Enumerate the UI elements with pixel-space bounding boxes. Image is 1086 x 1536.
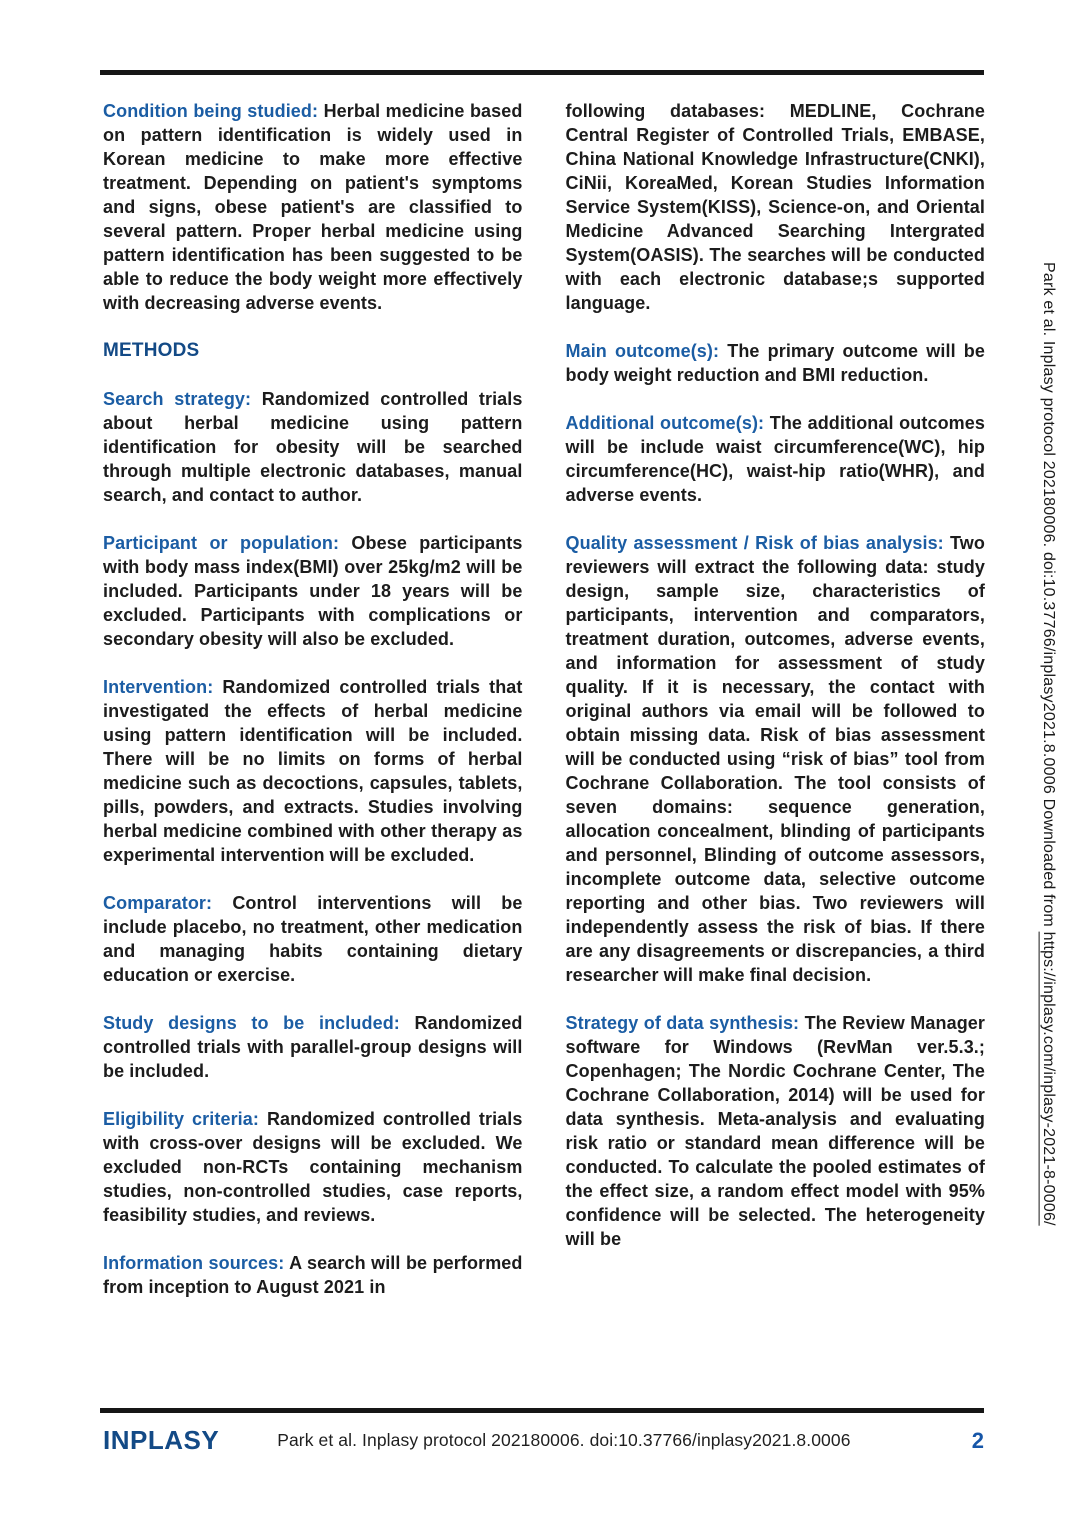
- section-text: The additional outcomes will be include waist circumference(WC), hip circumference(HC), waist-hip ratio(WHR), and adverse events.: [565, 413, 985, 505]
- section-text: Randomized controlled trials with parallel-group designs will be included.: [103, 1013, 523, 1081]
- section-label: Comparator:: [103, 893, 213, 913]
- paragraph-quality-assessment: [566, 531, 986, 987]
- header-rule: [100, 70, 984, 75]
- paragraph-information-sources: [103, 1251, 523, 1299]
- paragraph-additional-outcome: [566, 411, 986, 507]
- right-column: [566, 99, 986, 1323]
- section-label: Condition being studied:: [103, 101, 319, 121]
- section-text: Herbal medicine based on pattern identification is widely used in Korean medicine to make more effective treatment. Depending on patient's symptoms and signs, obese patient's are classified to several pattern. Proper herbal medicine using pattern identification has been suggested to be able to reduce the body weight more effectively with decreasing adverse events.: [103, 101, 523, 313]
- inplasy-logo: INPLASY: [103, 1425, 220, 1455]
- section-text: A search will be performed from inception to August 2021 in: [103, 1253, 523, 1297]
- margin-citation-link[interactable]: https://inplasy.com/inplasy-2021-8-0006/: [1040, 931, 1057, 1226]
- two-column-body: [103, 99, 985, 1323]
- section-label: Strategy of data synthesis:: [565, 1013, 800, 1033]
- section-text: Randomized controlled trials with cross-over designs will be excluded. We excluded non-RCTs containing mechanism studies, non-controlled studies, case reports, feasibility studies, and reviews.: [103, 1109, 523, 1225]
- footer: [103, 1425, 984, 1456]
- margin-citation-vertical: [1040, 262, 1056, 1402]
- paragraph-information-sources-continued: [566, 99, 986, 315]
- footer-rule: [100, 1408, 984, 1413]
- section-label: Participant or population:: [103, 533, 340, 553]
- section-text: The Review Manager software for Windows (RevMan ver.5.3.; Copenhagen; The Nordic Cochrane Center, The Cochrane Collaboration, 2014) will be used for data synthesis. Meta-analysis and evaluating risk ratio or standard mean difference will be conducted. To calculate the pooled estimates of the effect size, a random effect model with 95% confidence will be selected. The heterogeneity will be: [565, 1013, 986, 1249]
- section-text: Obese participants with body mass index(BMI) over 25kg/m2 will be included. Participants under 18 years will be excluded. Participants with complications or secondary obesity will also be excluded.: [103, 533, 523, 649]
- left-column: [103, 99, 523, 1323]
- paragraph-main-outcome: [566, 339, 986, 387]
- section-label: Study designs to be included:: [103, 1013, 400, 1033]
- paragraph-condition-being-studied: [103, 99, 523, 315]
- section-text: Randomized controlled trials about herbal medicine using pattern identification for obesity will be searched through multiple electronic databases, manual search, and contact to author.: [103, 389, 523, 505]
- section-text: The primary outcome will be body weight reduction and BMI reduction.: [565, 341, 985, 385]
- page-number: 2: [971, 1427, 984, 1453]
- section-label: Information sources:: [103, 1253, 285, 1273]
- section-label: Eligibility criteria:: [103, 1109, 259, 1129]
- section-label: Search strategy:: [103, 389, 252, 409]
- section-text: Control interventions will be include placebo, no treatment, other medication and managing habits containing dietary education or exercise.: [103, 893, 523, 985]
- section-text: following databases: MEDLINE, Cochrane Central Register of Controlled Trials, EMBASE, China National Knowledge Infrastructure(CNKI), CiNii, KoreaMed, Korean Studies Information Service System(KISS), Science-on, and Oriental Medicine Advanced Searching Intergrated System(OASIS). The searches will be conducted with each electronic database;s supported language.: [565, 101, 985, 313]
- paragraph-eligibility-criteria: [103, 1107, 523, 1227]
- margin-citation-text: Park et al. Inplasy protocol 202180006. doi:10.37766/inplasy2021.8.0006 Downloaded from: [1040, 262, 1057, 932]
- paragraph-intervention: [103, 675, 523, 867]
- methods-heading: METHODS: [103, 340, 200, 361]
- section-label: Quality assessment / Risk of bias analysis:: [565, 533, 944, 553]
- section-label: Intervention:: [103, 677, 214, 697]
- section-label: Main outcome(s):: [565, 341, 720, 361]
- paragraph-study-designs: [103, 1011, 523, 1083]
- paragraph-participant-or-population: [103, 531, 523, 651]
- section-text: Two reviewers will extract the following data: study design, sample size, characteristics of participants, intervention and comparators, treatment duration, outcomes, adverse events, and information for assessment of study quality. If it is necessary, the contact with original authors via email will be followed to obtain missing data. Risk of bias assessment will be conducted using “risk of bias” tool from Cochrane Collaboration. The tool consists of seven domains: sequence generation, allocation concealment, blinding of participants and personnel, Blinding of outcome assessors, incomplete outcome data, selective outcome reporting and other bias. Two reviewers will independently assess the risk of bias. If there are any disagreements or discrepancies, a third researcher will make final decision.: [565, 533, 985, 985]
- paragraph-strategy-of-data-synthesis: [566, 1011, 986, 1251]
- paragraph-search-strategy: [103, 387, 523, 507]
- footer-citation: Park et al. Inplasy protocol 202180006. doi:10.37766/inplasy2021.8.0006: [277, 1430, 851, 1450]
- paragraph-comparator: [103, 891, 523, 987]
- section-label: Additional outcome(s):: [565, 413, 765, 433]
- section-text: Randomized controlled trials that investigated the effects of herbal medicine using pattern identification will be included. There will be no limits on forms of herbal medicine such as decoctions, capsules, tablets, pills, powders, and extracts. Studies involving herbal medicine combined with other therapy as experimental intervention will be excluded.: [103, 677, 523, 865]
